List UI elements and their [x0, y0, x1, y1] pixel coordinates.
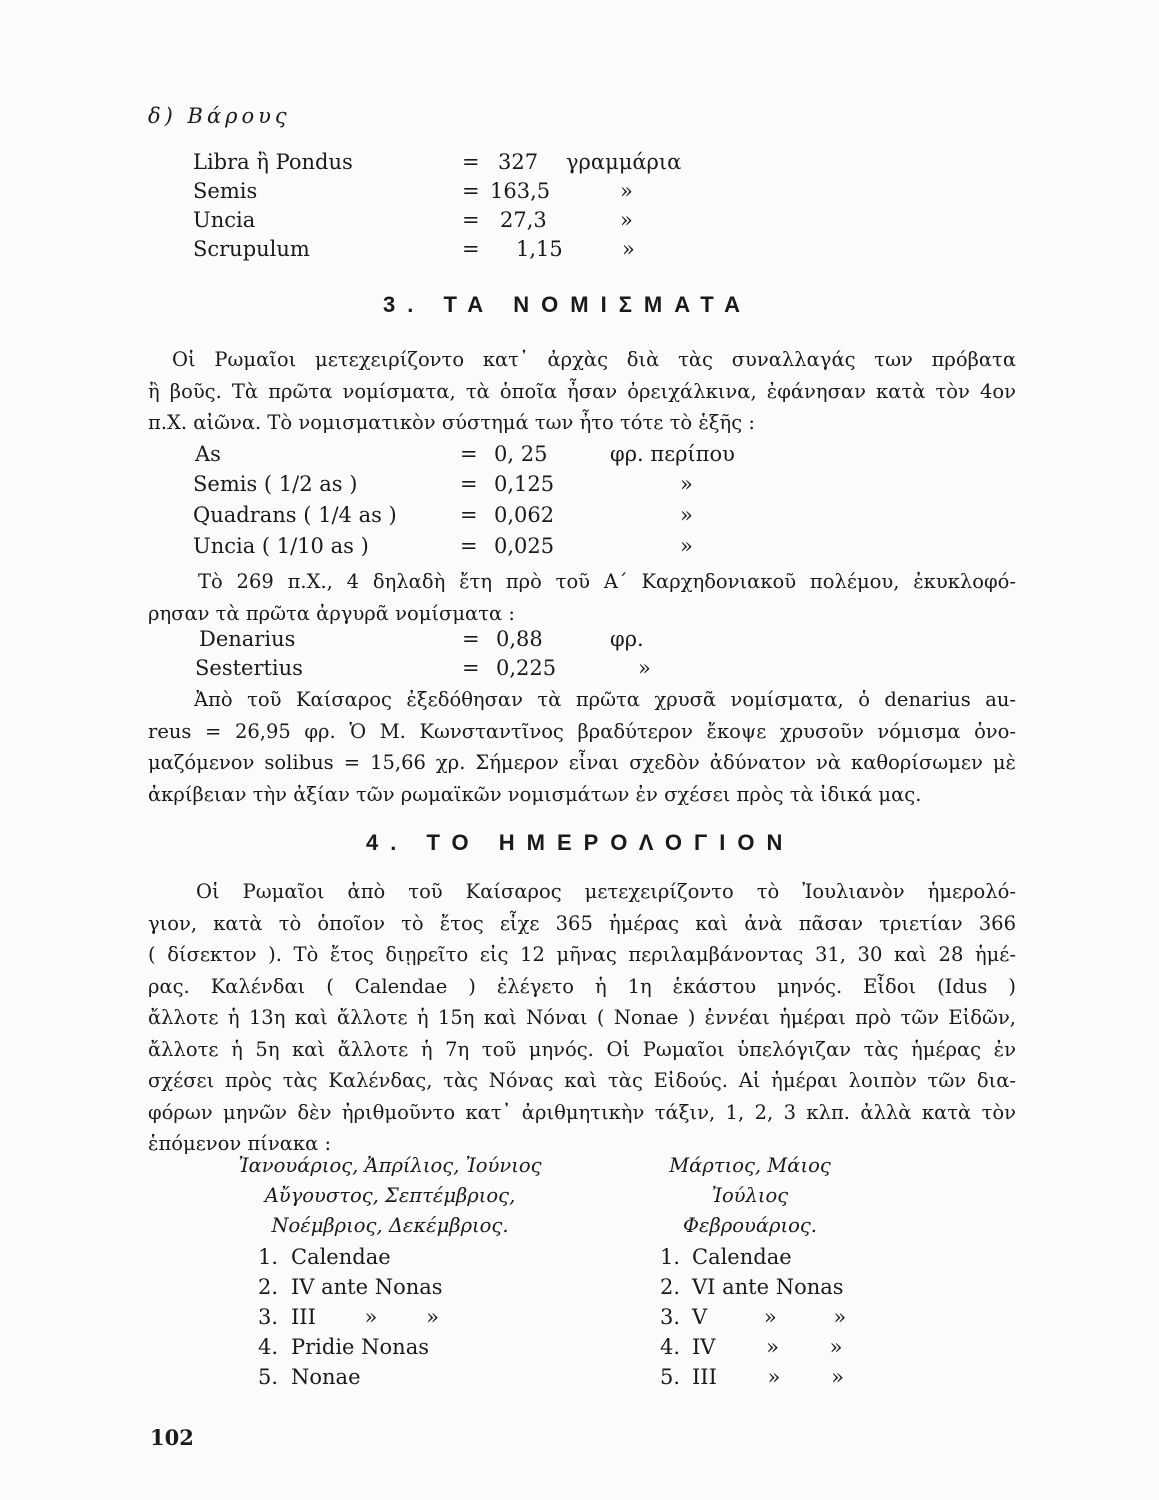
weight-unit: γραμμάρια: [566, 150, 682, 174]
day-number: 1.: [660, 1245, 681, 1269]
month-list-line: Μάρτιος, Μάιος: [669, 1154, 831, 1177]
text-line: ἄλλοτε ἡ 13η καὶ ἄλλοτε ἡ 15η καὶ Νόναι ( Nonae ) ἐννέαι ἡμέραι πρὸ τῶν Εἰδῶν,: [148, 1006, 1016, 1029]
coin-value: 0,88: [496, 627, 543, 651]
left-months-group: [180, 1154, 600, 1244]
day-name: Calendae: [291, 1245, 391, 1269]
day-name: IV » »: [692, 1335, 843, 1359]
coin-name: Quadrans ( 1/4 as ): [193, 503, 397, 527]
month-list-line: Νοέμβριος, Δεκέμβριος.: [271, 1214, 509, 1237]
day-name: Nonae: [291, 1365, 361, 1389]
day-number: 1.: [258, 1245, 279, 1269]
text-line: ρας. Καλένδαι ( Calendae ) ἐλέγετο ἡ 1η ἑκάστου μηνός. Εἶδοι (Idus ): [148, 974, 1016, 998]
coin-name: Uncia ( 1/10 as ): [193, 534, 369, 558]
silver-coins-paragraph: [148, 566, 1016, 629]
day-name: V » »: [692, 1305, 847, 1329]
text-line: Οἱ Ρωμαῖοι ἀπὸ τοῦ Καίσαρος μετεχειρίζοντο τὸ Ἰουλιανὸν ἡμερολό-: [196, 880, 1016, 903]
weight-unit: »: [622, 237, 635, 261]
weight-value: 163,5: [490, 179, 551, 203]
weights-subheading: δ) Βάρους: [148, 104, 291, 128]
coin-unit: »: [638, 656, 651, 680]
coin-name: Semis ( 1/2 as ): [193, 472, 358, 496]
text-line: φόρων μηνῶν δὲν ἠριθμοῦντο κατ᾽ ἀριθμητικὴν τάξιν, 1, 2, 3 κλπ. ἀλλὰ κατὰ τὸν: [148, 1100, 1016, 1124]
day-name: IV ante Nonas: [291, 1275, 443, 1299]
weight-unit: »: [620, 179, 633, 203]
coin-name: As: [195, 442, 221, 466]
text-line: ἄλλοτε ἡ 5η καὶ ἄλλοτε ἡ 7η τοῦ μηνός. Οἱ Ρωμαῖοι ὑπελόγιζαν τὰς ἡμέρας ἐν: [148, 1037, 1016, 1061]
section-3-heading: 3. ΤΑ ΝΟΜΙΣΜΑΤΑ: [383, 292, 752, 317]
text-line: π.Χ. αἰῶνα. Τὸ νομισματικὸν σύστημά των ἦτο τότε τὸ ἑξῆς :: [148, 411, 755, 434]
day-number: 5.: [258, 1365, 279, 1389]
coin-name: Denarius: [199, 627, 296, 651]
text-line: ἀκρίβειαν τὴν ἀξίαν τῶν ρωμαϊκῶν νομισμάτων ἐν σχέσει πρὸς τὰ ἰδικά μας.: [148, 782, 922, 806]
equals-sign: =: [460, 472, 478, 496]
weight-name: Uncia: [193, 208, 256, 232]
text-line: γιον, κατὰ τὸ ὁποῖον τὸ ἔτος εἶχε 365 ἡμέρας καὶ ἀνὰ πᾶσαν τριετίαν 366: [148, 911, 1016, 935]
month-list-line: Ἰανουάριος, Ἀπρίλιος, Ἰούνιος: [238, 1154, 542, 1177]
coin-unit: »: [680, 472, 693, 496]
text-line: μαζόμενον solibus = 15,66 χρ. Σήμερον εἶναι σχεδὸν ἀδύνατον νὰ καθορίσωμεν μὲ: [148, 751, 1016, 774]
gold-coins-paragraph: [148, 684, 1016, 810]
day-name: III » »: [291, 1305, 439, 1329]
coin-unit: »: [680, 534, 693, 558]
text-line: ἢ βοῦς. Τὰ πρῶτα νομίσματα, τὰ ὁποῖα ἦσαν ὀρειχάλκινα, ἐφάνησαν κατὰ τὸν 4ον: [148, 379, 1016, 403]
equals-sign: =: [460, 503, 478, 527]
right-months-group: [610, 1154, 890, 1244]
coin-value: 0, 25: [494, 442, 548, 466]
month-list-line: Ἰούλιος: [711, 1184, 789, 1207]
weight-unit: »: [620, 208, 633, 232]
coins-intro-paragraph: [148, 344, 1016, 439]
day-number: 5.: [660, 1365, 681, 1389]
day-name: Pridie Nonas: [291, 1335, 429, 1359]
text-line: reus = 26,95 φρ. Ὁ Μ. Κωνσταντῖνος βραδύτερον ἔκοψε χρυσοῦν νόμισμα ὀνο-: [148, 719, 1016, 743]
day-number: 2.: [660, 1275, 681, 1299]
text-line: Ἀπὸ τοῦ Καίσαρος ἐξεδόθησαν τὰ πρῶτα χρυσᾶ νομίσματα, ὁ denarius au-: [194, 688, 1016, 711]
day-number: 4.: [258, 1335, 279, 1359]
day-number: 2.: [258, 1275, 279, 1299]
coin-unit: φρ. περίπου: [610, 442, 735, 466]
day-number: 4.: [660, 1335, 681, 1359]
day-number: 3.: [660, 1305, 681, 1329]
text-line: ἑπόμενον πίνακα :: [148, 1132, 332, 1155]
coin-value: 0,025: [494, 534, 555, 558]
text-line: σχέσει πρὸς τὰς Καλένδας, τὰς Νόνας καὶ τὰς Εἰδούς. Αἱ ἡμέραι λοιπὸν τῶν δια-: [148, 1069, 1016, 1092]
equals-sign: =: [462, 179, 480, 203]
coin-unit: φρ.: [610, 627, 644, 651]
day-name: VI ante Nonas: [692, 1275, 844, 1299]
day-name: III » »: [692, 1365, 844, 1389]
weight-name: Scrupulum: [193, 237, 310, 261]
weight-name: Semis: [193, 179, 258, 203]
coin-value: 0,125: [494, 472, 555, 496]
coin-unit: »: [680, 503, 693, 527]
weight-value: 1,15: [516, 237, 563, 261]
month-list-line: Φεβρουάριος.: [683, 1214, 817, 1237]
text-line: Τὸ 269 π.Χ., 4 δηλαδὴ ἔτη πρὸ τοῦ Α΄ Καρχηδονιακοῦ πολέμου, ἐκυκλοφό-: [198, 570, 1016, 593]
day-number: 3.: [258, 1305, 279, 1329]
text-line: ρησαν τὰ πρῶτα ἀργυρᾶ νομίσματα :: [148, 601, 515, 625]
equals-sign: =: [460, 534, 478, 558]
day-name: Calendae: [692, 1245, 792, 1269]
equals-sign: =: [462, 150, 480, 174]
weight-value: 327: [498, 150, 539, 174]
calendar-paragraph: [148, 876, 1016, 1160]
text-line: ( δίσεκτον ). Τὸ ἔτος διῃρεῖτο εἰς 12 μῆνας περιλαμβάνοντας 31, 30 καὶ 28 ἡμέ-: [148, 943, 1016, 966]
equals-sign: =: [462, 237, 480, 261]
page-number: 102: [150, 1425, 194, 1450]
text-line: Οἱ Ρωμαῖοι μετεχειρίζοντο κατ᾽ ἀρχὰς διὰ τὰς συναλλαγάς των πρόβατα: [172, 348, 1016, 371]
equals-sign: =: [462, 208, 480, 232]
coin-value: 0,062: [494, 503, 555, 527]
equals-sign: =: [462, 656, 480, 680]
section-4-heading: 4. ΤΟ ΗΜΕΡΟΛΟΓΙΟΝ: [366, 830, 795, 855]
equals-sign: =: [462, 627, 480, 651]
coin-value: 0,225: [496, 656, 557, 680]
equals-sign: =: [460, 442, 478, 466]
weight-name: Libra ἢ Pondus: [193, 150, 353, 174]
weight-value: 27,3: [500, 208, 547, 232]
month-list-line: Αὔγουστος, Σεπτέμβριος,: [264, 1184, 516, 1207]
coin-name: Sestertius: [195, 656, 303, 680]
